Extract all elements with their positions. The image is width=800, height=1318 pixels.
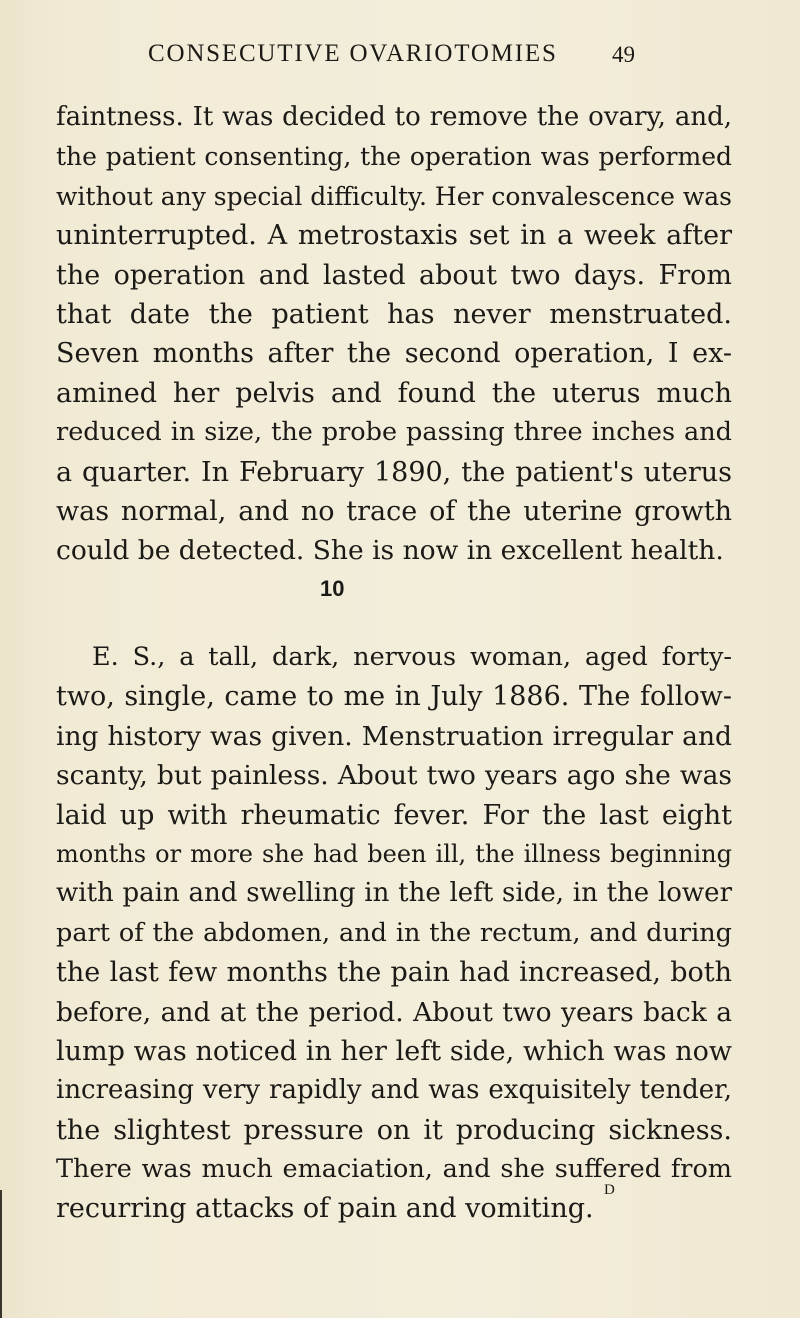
running-head [0, 40, 800, 80]
text-line: that date the patient has never menstruated. [56, 298, 732, 330]
text-line: increasing very rapidly and was exquisitely tender, [56, 1075, 732, 1106]
text-line: faintness. It was decided to remove the ovary, and, [56, 102, 732, 132]
text-line: the operation and lasted about two days. From [56, 259, 732, 291]
text-line: ing history was given. Menstruation irregular and [56, 720, 732, 752]
page-edge-line [0, 1190, 2, 1318]
text-line: There was much emaciation, and she suffered from [56, 1154, 732, 1185]
running-title: CONSECUTIVE OVARIOTOMIES [148, 40, 558, 67]
text-line: could be detected. She is now in excellent health. [56, 535, 724, 567]
paragraph-1 [56, 98, 732, 571]
text-line: a quarter. In February 1890, the patient's uterus [56, 456, 732, 488]
text-line: E. S., a tall, dark, nervous woman, aged forty- [92, 642, 732, 672]
text-line: scanty, but painless. About two years ago she was [56, 760, 732, 792]
text-line: the patient consenting, the operation was performed [56, 142, 732, 172]
signature-mark: D [604, 1182, 615, 1198]
text-line: recurring attacks of pain and vomiting. [56, 1193, 594, 1225]
text-line: without any special difficulty. Her convalescence was [56, 181, 732, 211]
text-line: two, single, came to me in July 1886. The follow- [56, 681, 732, 713]
text-line: part of the abdomen, and in the rectum, and during [56, 917, 732, 948]
text-line: with pain and swelling in the left side, in the lower [56, 878, 732, 909]
paragraph-2 [56, 638, 732, 1229]
text-line: lump was noticed in her left side, which was now [56, 1035, 732, 1067]
case-number-heading: 10 [320, 576, 345, 601]
text-line: the slightest pressure on it producing sickness. [56, 1114, 732, 1146]
text-line: before, and at the period. About two years back a [56, 996, 732, 1028]
text-line: the last few months the pain had increased, both [56, 957, 732, 989]
text-line: Seven months after the second operation, I ex- [56, 338, 732, 370]
text-line: laid up with rheumatic fever. For the last eight [56, 799, 732, 831]
page-number: 49 [612, 42, 635, 67]
text-line: uninterrupted. A metrostaxis set in a week after [56, 220, 732, 252]
text-line: was normal, and no trace of the uterine growth [56, 495, 732, 527]
text-line: amined her pelvis and found the uterus much [56, 377, 732, 409]
text-line: reduced in size, the probe passing three inches and [56, 417, 732, 448]
text-line: months or more she had been ill, the illness beginning [56, 839, 732, 868]
